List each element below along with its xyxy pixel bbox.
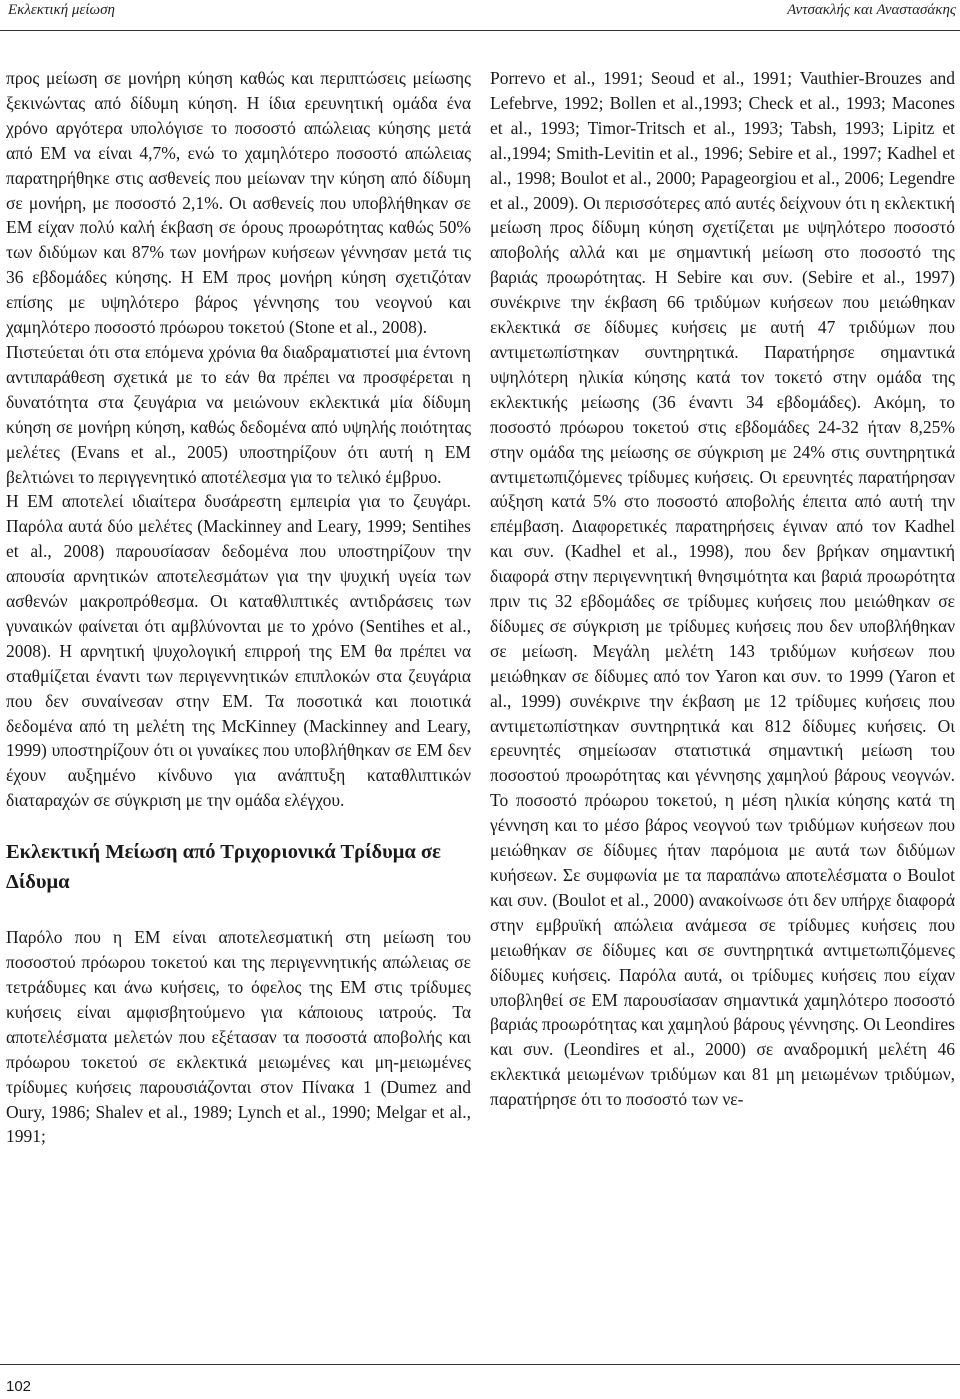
paragraph: Πιστεύεται ότι στα επόμενα χρόνια θα διαδραματιστεί μια έντονη αντιπαράθεση σχετικά με το εάν θα πρέπει να προσφέρεται η δυνατότητα στα ζευγάρια να μειώνουν εκλεκτικά μία δίδυμη κύηση σε μονήρη κύηση, καθώς δεδομένα από υψηλής ποιότητας μελέτες (Evans et al., 2005) υποστηρίζουν ότι αυτή η ΕΜ βελτιώνει το περιγγενητικό αποτέλεσμα για το τελικό έμβρυο.	[6, 341, 471, 487]
header-divider	[0, 30, 960, 31]
left-column	[6, 66, 471, 1149]
paragraph: Παρόλο που η ΕΜ είναι αποτελεσματική στη μείωση του ποσοστού πρόωρου τοκετού και της περιγεννητικής απώλειας σε τετράδυμες και άνω κυήσεις, το όφελος της ΕΜ στις τρίδυμες κυήσεις είναι αμφισβητούμενο για κάποιους ιατρούς. Τα αποτελέσματα μελετών που εξέτασαν τα ποσοστά αποβολής και πρόωρου τοκετού σε εκλεκτικά μειωμένες και μη-μειωμένες τρίδυμες κυήσεις παρουσιάζονται στον Πίνακα 1 (Dumez and Oury, 1986; Shalev et al., 1989; Lynch et al., 1990; Melgar et al., 1991;	[6, 927, 471, 1147]
paragraph: Porrevo et al., 1991; Seoud et al., 1991; Vauthier-Brouzes and Lefebrve, 1992; Bollen et al.,1993; Check et al., 1993; Macones et al., 1993; Timor-Tritsch et al., 1993; Tabsh, 1993; Lipitz et al.,1994; Smith-Levitin et al., 1996; Sebire et al., 1997; Kadhel et al., 1998; Boulot et al., 2000; Papageorgiou et al., 2006; Legendre et al., 2009). Οι περισσότερες από αυτές δείχνουν ότι η εκλεκτική μείωση προς δίδυμη κύηση σχετίζεται με υψηλότερο ποσοστό αποβολής αλλά και με σημαντική μείωση στο ποσοστό της βαριάς προωρότητας. Η Sebire και συν. (Sebire et al., 1997) συνέκρινε την έκβαση 66 τριδύμων κυήσεων που μειώθηκαν εκλεκτικά σε δίδυμες κυήσεις με αυτή 47 τριδύμων που αντιμετωπίστηκαν συντηρητικά. Παρατήρησε σημαντικά υψηλότερη ηλικία κύησης κατά τον τοκετό στην ομάδα της εκλεκτικής μείωσης (36 έναντι 34 εβδομάδες). Ακόμη, το ποσοστό πρόωρου τοκετού στις εβδομάδες 24-32 ήταν 8,25% στην ομάδα της μείωσης σε σύγκριση με 24% στις συντηρητικά αντιμετωπιζόμενες τρίδυμες κυήσεις. Οι ερευνητές παρατήρησαν αύξηση κατά 5% στο ποσοστό αποβολής έπειτα από αυτή την επέμβαση. Διαφορετικές παρατηρήσεις έγιναν από τον Kadhel και συν. (Kadhel et al., 1998), που δεν βρήκαν σημαντική διαφορά στην περιγεννητική θνησιμότητα και βαριά προωρότητα πριν τις 32 εβδομάδες σε τρίδυμες κυήσεις που μειώθηκαν σε δίδυμες σε σύγκριση με τρίδυμες κυήσεις που δεν υποβλήθηκαν σε μείωση. Μεγάλη μελέτη 143 τριδύμων κυήσεων που μειώθηκαν σε δίδυμες από τον Yaron και συν. το 1999 (Yaron et al., 1999) συνέκρινε την έκβαση με 12 τρίδυμες κυήσεις που αντιμετωπίστηκαν συντηρητικά και 812 δίδυμες κυήσεις. Οι ερευνητές σημείωσαν στατιστικά σημαντική μείωση του ποσοστού προωρότητας και γέννησης χαμηλού βάρους νεογνών. Το ποσοστό πρόωρου τοκετού, η μέση ηλικία κύησης κατά τη γέννηση και το μέσο βάρος νεογνού των τριδύμων κυήσεων που μειώθηκαν σε δίδυμες ήταν παρόμοια με αυτά των διδύμων κυήσεων. Σε συμφωνία με τα παραπάνω αποτελέσματα ο Boulot και συν. (Boulot et al., 2000) ανακοίνωσε ότι δεν υπήρχε διαφορά στην εμβρυϊκή απώλεια ανάμεσα σε τρίδυμες κυήσεις που μειωθήκαν σε δίδυμες και σε συντηρητικά αντιμετωπιζόμενες δίδυμες κυήσεις. Παρόλα αυτά, οι τρίδυμες κυήσεις που είχαν υποβληθεί σε ΕΜ παρουσίασαν σημαντικά χαμηλότερο ποσοστό βαριάς προωρότητας και χαμηλού βάρους γέννησης. Οι Leondires και συν. (Leondires et al., 2000) σε αναδρομική μελέτη 46 εκλεκτικά μειωμένων τριδύμων και 81 μη μειωμένων τριδύμων, παρατήρησε ότι το ποσοστό των νε-	[490, 68, 955, 1110]
page-number: 102	[6, 1378, 32, 1395]
paragraph: προς μείωση σε μονήρη κύηση καθώς και περιπτώσεις μείωσης ξεκινώντας από δίδυμη κύηση. Η ίδια ερευνητική ομάδα ένα χρόνο αργότερα υπολόγισε το ποσοστό απώλειας κύησης μετά από ΕΜ να είναι 4,7%, ενώ το χαμηλότερο ποσοστό απώλειας παρατηρήθηκε στις ασθενείς που μείωναν την κύηση από δίδυμη σε μονήρη, με ποσοστό 2,1%. Οι ασθενείς που υποβλήθηκαν σε ΕΜ είχαν πολύ καλή έκβαση σε όρους προωρότητας καθώς 50% των διδύμων και 87% των μονήρων κυήσεων γέννησαν μετά τις 36 εβδομάδες κύησης. Η ΕΜ προς μονήρη κύηση σχετιζόταν επίσης με υψηλότερο βάρος γέννησης του νεογνού και χαμηλότερο ποσοστό πρόωρου τοκετού (Stone et al., 2008).	[6, 68, 471, 338]
running-header-title: Εκλεκτική μείωση	[8, 2, 115, 18]
running-header-authors: Αντσακλής και Αναστασάκης	[787, 2, 956, 18]
paragraph: Η ΕΜ αποτελεί ιδιαίτερα δυσάρεστη εμπειρία για το ζευγάρι. Παρόλα αυτά δύο μελέτες (Mackinney and Leary, 1999; Sentihes et al., 2008) παρουσίασαν δεδομένα που υποστηρίζουν την απουσία αρνητικών αποτελεσμάτων για την ψυχική υγεία των ασθενών μακροπρόθεσμα. Οι καταθλιπτικές αντιδράσεις των γυναικών φαίνεται ότι αμβλύνονται με το χρόνο (Sentihes et al., 2008). Η αρνητική ψυχολογική επιρροή της ΕΜ θα πρέπει να σταθμίζεται έναντι των περιγεννητικών επιπλοκών στα ζευγάρια που δεν συναίνεσαν στην ΕΜ. Τα ποσοτικά και ποιοτικά δεδομένα από τη μελέτη της McKinney (Mackinney and Leary, 1999) υποστηρίζουν ότι οι γυναίκες που υποβλήθηκαν σε ΕΜ δεν έχουν αυξημένο κίνδυνο για ανάπτυξη καταθλιπτικών διαταραχών σε σύγκριση με την ομάδα ελέγχου.	[6, 491, 471, 811]
section-heading: Εκλεκτική Μείωση από Τριχοριονικά Τρίδυμα σε Δίδυμα	[6, 841, 441, 894]
right-column	[490, 66, 955, 1112]
footer-divider	[0, 1364, 960, 1365]
